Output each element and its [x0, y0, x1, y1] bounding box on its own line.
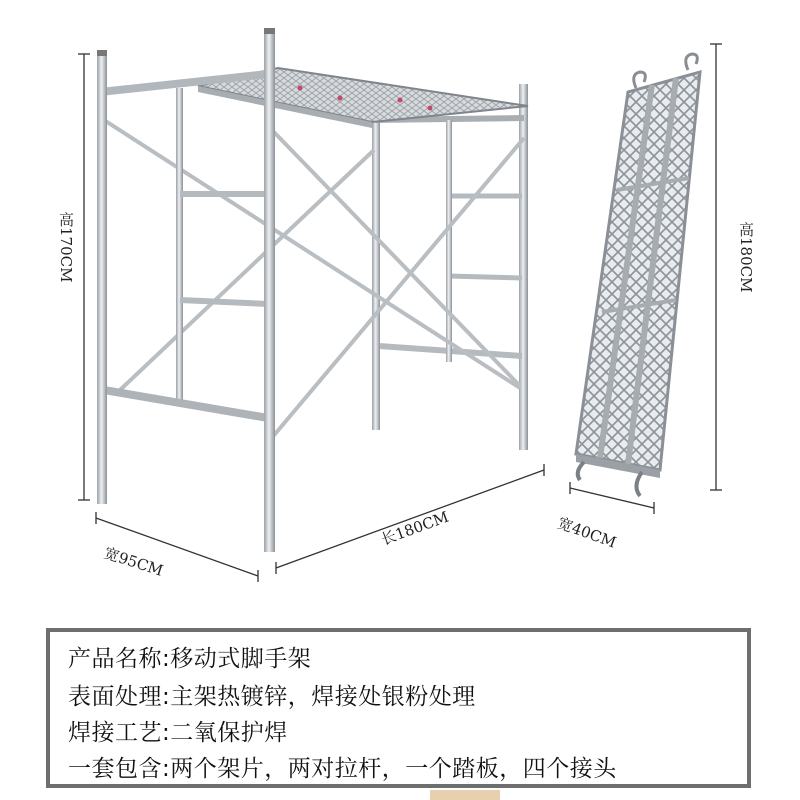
welding-process-line: 焊接工艺:二氧保护焊	[68, 720, 288, 746]
walk-board	[576, 54, 700, 496]
frame-length-label: 长180CM	[378, 507, 452, 549]
board-height-label: 高180CM	[737, 222, 755, 293]
bottom-edge-decoration	[430, 790, 500, 800]
product-info-box	[46, 628, 751, 788]
back-frame	[372, 84, 528, 450]
frame-width-label: 宽95CM	[101, 543, 166, 580]
package-contents-line: 一套包含:两个架片，两对拉杆，一个踏板，四个接头	[68, 756, 617, 782]
board-width-label: 宽40CM	[555, 513, 619, 552]
frame-height-label: 高170CM	[57, 212, 75, 283]
surface-treatment-line: 表面处理:主架热镀锌，焊接处银粉处理	[68, 684, 476, 710]
product-name-line: 产品名称:移动式脚手架	[68, 646, 312, 672]
